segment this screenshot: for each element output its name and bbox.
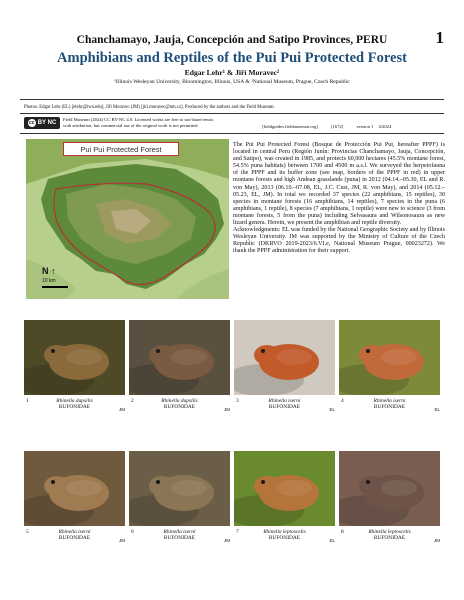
family-name: BUFONIDAE bbox=[58, 535, 91, 542]
photo-credit: JM bbox=[119, 538, 125, 543]
photo-caption bbox=[24, 398, 125, 411]
family-name: BUFONIDAE bbox=[373, 535, 406, 542]
page-number: 1 bbox=[435, 28, 444, 47]
guide-date: 4/2024 bbox=[378, 124, 392, 129]
license-text bbox=[63, 117, 253, 129]
photo-number: 6 bbox=[131, 529, 134, 535]
credits-divider bbox=[20, 113, 444, 114]
guide-version: version 1 bbox=[356, 124, 374, 129]
photo-credit: EL bbox=[434, 407, 440, 412]
species-name: Rhinella iserni bbox=[58, 529, 91, 535]
species-name: Rhinella iserni bbox=[268, 398, 301, 404]
species-photo bbox=[129, 320, 230, 395]
photo-credit: JM bbox=[224, 538, 230, 543]
photo-number: 7 bbox=[236, 529, 239, 535]
photo-number: 3 bbox=[236, 398, 239, 404]
photo-credits-line: Photos: Edgar Lehr (EL) [elehr@iwu.edu], Jiří Moravec (JM) [jiri.moravec@nm.cz]. Produced by the authors and the Field Museum. bbox=[24, 105, 275, 110]
photo-caption bbox=[339, 398, 440, 411]
protected-forest-map bbox=[26, 139, 229, 299]
photo-caption bbox=[129, 529, 230, 542]
map-title: Pui Pui Protected Forest bbox=[63, 142, 179, 156]
guide-id: [1672] bbox=[330, 124, 344, 129]
region-heading: Chanchamayo, Jauja, Concepción and Satipo Provinces, PERU bbox=[76, 34, 388, 46]
species-name: Rhinella iserni bbox=[163, 529, 196, 535]
photo-caption bbox=[129, 398, 230, 411]
family-name: BUFONIDAE bbox=[163, 404, 196, 411]
species-photo bbox=[24, 320, 125, 395]
photo-number: 1 bbox=[26, 398, 29, 404]
guide-url[interactable]: [fieldguides.fieldmuseum.org] bbox=[262, 124, 318, 129]
license-line-1: Field Museum (2024) CC BY-NC 4.0. Licensed works are free to use/share/remix bbox=[63, 117, 214, 122]
map-image bbox=[26, 139, 229, 299]
cc-logo-icon: cc bbox=[28, 120, 35, 126]
authors: Edgar Lehr¹ & Jiří Moravec² bbox=[184, 68, 280, 77]
species-photo bbox=[339, 320, 440, 395]
species-photo bbox=[24, 451, 125, 526]
photo-caption bbox=[234, 398, 335, 411]
cc-license-icon bbox=[24, 117, 60, 129]
map-scale-bar bbox=[42, 286, 68, 288]
family-name: BUFONIDAE bbox=[268, 535, 301, 542]
species-photo bbox=[234, 320, 335, 395]
family-name: BUFONIDAE bbox=[163, 535, 196, 542]
map-scale-label: 10 km bbox=[42, 278, 56, 284]
acknowledgments-paragraph: Acknowledgments: EL was funded by the National Geographic Society and by Illinois Wesleyan University. JM was supported by the Ministry of Culture of the Czech Republic (DKRVO 2019-2023/6.VI.e, National Museum Prague, 00023272). We thank the PPPF administration for their support. bbox=[233, 227, 445, 255]
body-text bbox=[233, 142, 445, 256]
page-title: Amphibians and Reptiles of the Pui Pui Protected Forest bbox=[57, 50, 407, 66]
species-name: Rhinella leptoscelis bbox=[368, 529, 411, 535]
family-name: BUFONIDAE bbox=[268, 404, 301, 411]
species-name: Rhinella iserni bbox=[373, 398, 406, 404]
species-name: Rhinella dapsilis bbox=[161, 398, 198, 404]
photo-credit: JM bbox=[119, 407, 125, 412]
license-line-2: with attribution, but commercial use of the original work is not permitted. bbox=[63, 123, 199, 128]
photo-caption bbox=[339, 529, 440, 542]
species-photo bbox=[339, 451, 440, 526]
photo-number: 4 bbox=[341, 398, 344, 404]
photo-caption bbox=[24, 529, 125, 542]
intro-paragraph: The Pui Pui Protected Forest (Bosque de Protección Pui Pui, hereafter PPPF) is located in central Peru (Región Junín: Provincias Chanchamayo, Jauja, Concepción, and Satipo), was created in 1985, and protects 60,000 hectares (45.5% montane forest, 54.5% puna habitats) between 1700 and 4500 m a.s.l. We surveyed the herpetofauna of the PPPF and its buffer zone (see map, borders of the PPPF in red) in upper montane forests and high Andean grasslands (puna) in 2012 (04.14.–05.30, EL and R. von May), 2013 (06.10.–07.08, EL, J.C. Cusi, JM, R. von May), and 2014 (05.12.–05.23, EL, JM). In total we recorded 37 species (22 amphibians, 15 reptiles), 30 species in montane forests (16 amphibians, 14 reptiles), 7 species in the puna (6 amphibians, 1 reptile), 8 species (7 amphibians, 1 reptile) were new to science (3 from montane forests, 5 from the puna) including Selvasaura and Wilsonosaura as new lizard genera. Herein, we present the amphibian and reptile diversity. bbox=[233, 142, 445, 227]
species-name: Rhinella leptoscelis bbox=[263, 529, 306, 535]
species-photo bbox=[234, 451, 335, 526]
guide-info bbox=[262, 124, 403, 129]
cc-badge-text: BY NC bbox=[37, 120, 57, 126]
north-arrow-icon: N ↑ bbox=[42, 266, 56, 276]
family-name: BUFONIDAE bbox=[373, 404, 406, 411]
photo-number: 5 bbox=[26, 529, 29, 535]
photo-credit: JM bbox=[224, 407, 230, 412]
license-divider bbox=[20, 133, 444, 134]
affiliation: ¹Illinois Wesleyan University, Bloomington, Illinois, USA & ²National Museum, Prague, Czech Republic bbox=[114, 79, 350, 85]
species-photo bbox=[129, 451, 230, 526]
photo-credit: EL bbox=[329, 538, 335, 543]
photo-caption bbox=[234, 529, 335, 542]
north-label: N bbox=[42, 266, 49, 276]
photo-number: 2 bbox=[131, 398, 134, 404]
family-name: BUFONIDAE bbox=[58, 404, 91, 411]
photo-number: 8 bbox=[341, 529, 344, 535]
species-name: Rhinella dapsilis bbox=[56, 398, 93, 404]
top-divider bbox=[20, 99, 444, 100]
photo-credit: EL bbox=[329, 407, 335, 412]
photo-credit: JM bbox=[434, 538, 440, 543]
